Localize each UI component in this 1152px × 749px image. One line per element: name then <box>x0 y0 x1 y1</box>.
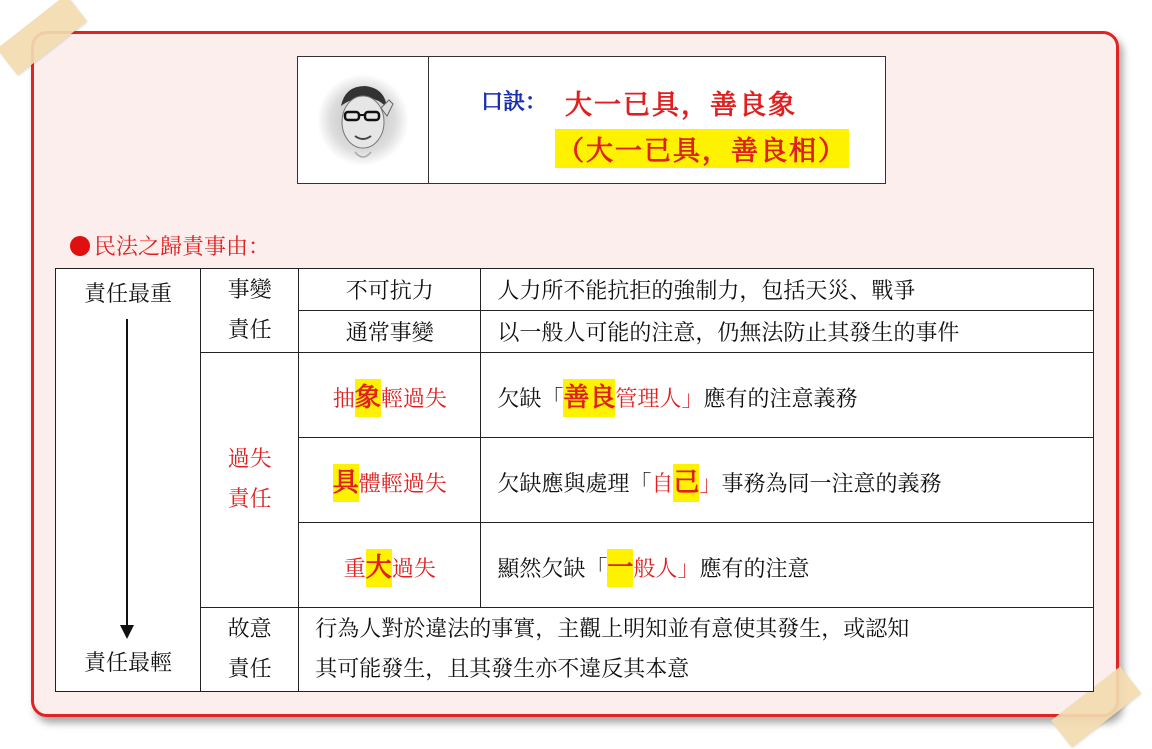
desc-cell: 以一般人可能的注意，仍無法防止其發生的事件 <box>481 311 1094 353</box>
mnemonic-line-1: 大一已具，善良象 <box>565 90 797 121</box>
avatar <box>298 57 429 183</box>
type-cell: 重大過失 <box>299 523 481 608</box>
section-title <box>70 230 270 261</box>
gradient-top-label: 責任最重 <box>84 282 173 307</box>
table-row <box>56 353 1094 438</box>
type-cell: 具體輕過失 <box>299 438 481 523</box>
liability-gradient <box>56 269 201 692</box>
section-title-text: 民法之歸責事由： <box>94 235 271 260</box>
type-cell: 抽象輕過失 <box>299 353 481 438</box>
mnemonic-text <box>429 57 885 183</box>
liability-table <box>55 268 1094 692</box>
desc-cell: 人力所不能抗拒的強制力，包括天災、戰爭 <box>481 269 1094 311</box>
mnemonic-box <box>297 56 886 184</box>
gradient-bottom-label: 責任最輕 <box>84 651 173 676</box>
desc-cell: 顯然欠缺「一般人」應有的注意 <box>481 523 1094 608</box>
mnemonic-line-2: （大一已具，善良相） <box>555 129 849 168</box>
intent-desc: 行為人對於違法的事實，主觀上明知並有意使其發生，或認知 其可能發生，且其發生亦不違反其本意 <box>299 608 1094 692</box>
arrow-down-icon <box>126 319 128 629</box>
category-force-majeure: 事變 責任 <box>201 269 299 353</box>
bullet-icon <box>70 236 90 256</box>
mnemonic-label: 口訣： <box>481 89 548 115</box>
desc-cell: 欠缺「善良管理人」應有的注意義務 <box>481 353 1094 438</box>
table-row <box>56 608 1094 692</box>
teacher-portrait-icon <box>315 72 411 168</box>
category-negligence: 過失 責任 <box>201 353 299 608</box>
desc-cell: 欠缺應與處理「自己」事務為同一注意的義務 <box>481 438 1094 523</box>
table-row <box>56 269 1094 311</box>
type-cell: 不可抗力 <box>299 269 481 311</box>
category-intent: 故意 責任 <box>201 608 299 692</box>
type-cell: 通常事變 <box>299 311 481 353</box>
arrow-head-icon <box>120 625 134 639</box>
